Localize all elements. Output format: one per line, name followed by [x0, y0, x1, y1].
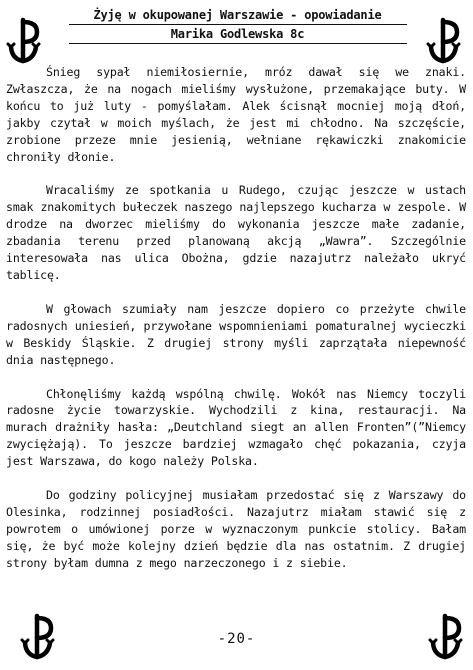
kotwica-anchor-icon	[6, 16, 42, 66]
story-paragraph: Wracaliśmy ze spotkania u Rudego, czując jeszcze w ustach smak znakomitych bułeczek naszego najlepszego kucharza w zespole. W drodze na dworzec mieliśmy do wykonania jeszcze małe zadanie, zbadania terenu przed planowaną akcją „Wawra”. Szczególnie interesowała nas ulica Obożna, gdzie nazajutrz należało ukryć tablicę.	[6, 183, 466, 282]
kotwica-anchor-icon	[426, 16, 462, 66]
story-body	[6, 64, 466, 572]
document-author: Marika Godlewska 8c	[170, 27, 305, 41]
story-paragraph: Śnieg sypał niemiłosiernie, mróz dawał się we znaki. Zwłaszcza, że na nogach mieliśmy wysłużone, przemakające buty. W końcu to już luty - pomyślałam. Alek ścisnął mocniej moją dłoń, jakby czytał w moich myślach, że jest mi chłodno. Na szczęście, zrobione przeze mnie jesienią, wełniane rękawiczki znakomicie chroniły dłonie.	[6, 65, 466, 164]
story-paragraph: W głowach szumiały nam jeszcze dopiero co przeżyte chwile radosnych uniesień, przywołane wspomnieniami pomaturalnej wycieczki w Beskidy Śląskie. Z drugiej strony myśli zaprzątała niepewność dnia następnego.	[6, 301, 466, 367]
page-number: -20-	[217, 631, 256, 647]
story-paragraph: Do godziny policyjnej musiałam przedostać się z Warszawy do Olesinka, rodzinnej posiadłości. Nazajutrz miałam stawić się z powrotem o umówionej porze w wyznaczonym punkcie stolicy. Bałam się, że być może kolejny dzień będzie dla nas ostatnim. Z drugiej strony byłam dumna z mego narzeczonego i z siebie.	[6, 488, 466, 570]
document-header	[60, 6, 415, 44]
story-paragraph: Chłonęliśmy każdą wspólną chwilę. Wokół nas Niemcy toczyli radosne życie towarzyskie. Wychodzili z kina, restauracji. Na murach drażniły hasła: „Deutchland siegt an allen Fronten”(”Niemcy zwyciężają). To jeszcze bardziej wzmagało chęć pokazania, czyja jest Warszawa, do kogo należy Polska.	[6, 386, 466, 469]
document-title: Żyję w okupowanej Warszawie - opowiadanie	[93, 8, 382, 22]
author-rule	[69, 43, 407, 44]
